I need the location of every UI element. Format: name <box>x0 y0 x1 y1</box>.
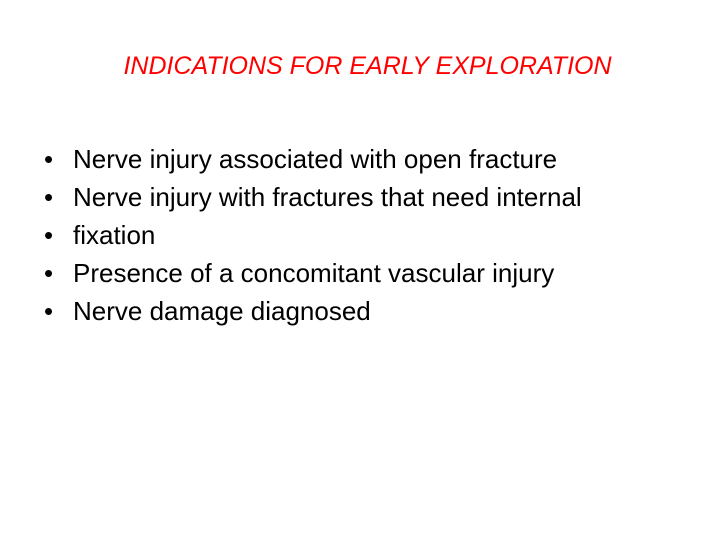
bullet-item <box>44 216 582 254</box>
bullet-item <box>44 178 582 216</box>
bullet-dot-icon: • <box>44 220 54 250</box>
bullet-item <box>44 254 582 292</box>
bullet-dot-icon: • <box>44 144 54 174</box>
bullet-text: Presence of a concomitant vascular injury <box>73 258 555 288</box>
bullet-list <box>44 140 582 330</box>
bullet-item <box>44 292 582 330</box>
bullet-dot-icon: • <box>44 182 54 212</box>
bullet-dot-icon: • <box>44 258 54 288</box>
bullet-text: Nerve injury associated with open fracture <box>73 144 558 174</box>
bullet-text: fixation <box>73 220 156 250</box>
bullet-text: Nerve injury with fractures that need internal <box>73 182 582 212</box>
bullet-dot-icon: • <box>44 296 54 326</box>
slide-title: INDICATIONS FOR EARLY EXPLORATION <box>123 52 612 80</box>
bullet-text: Nerve damage diagnosed <box>73 296 371 326</box>
bullet-item <box>44 140 582 178</box>
